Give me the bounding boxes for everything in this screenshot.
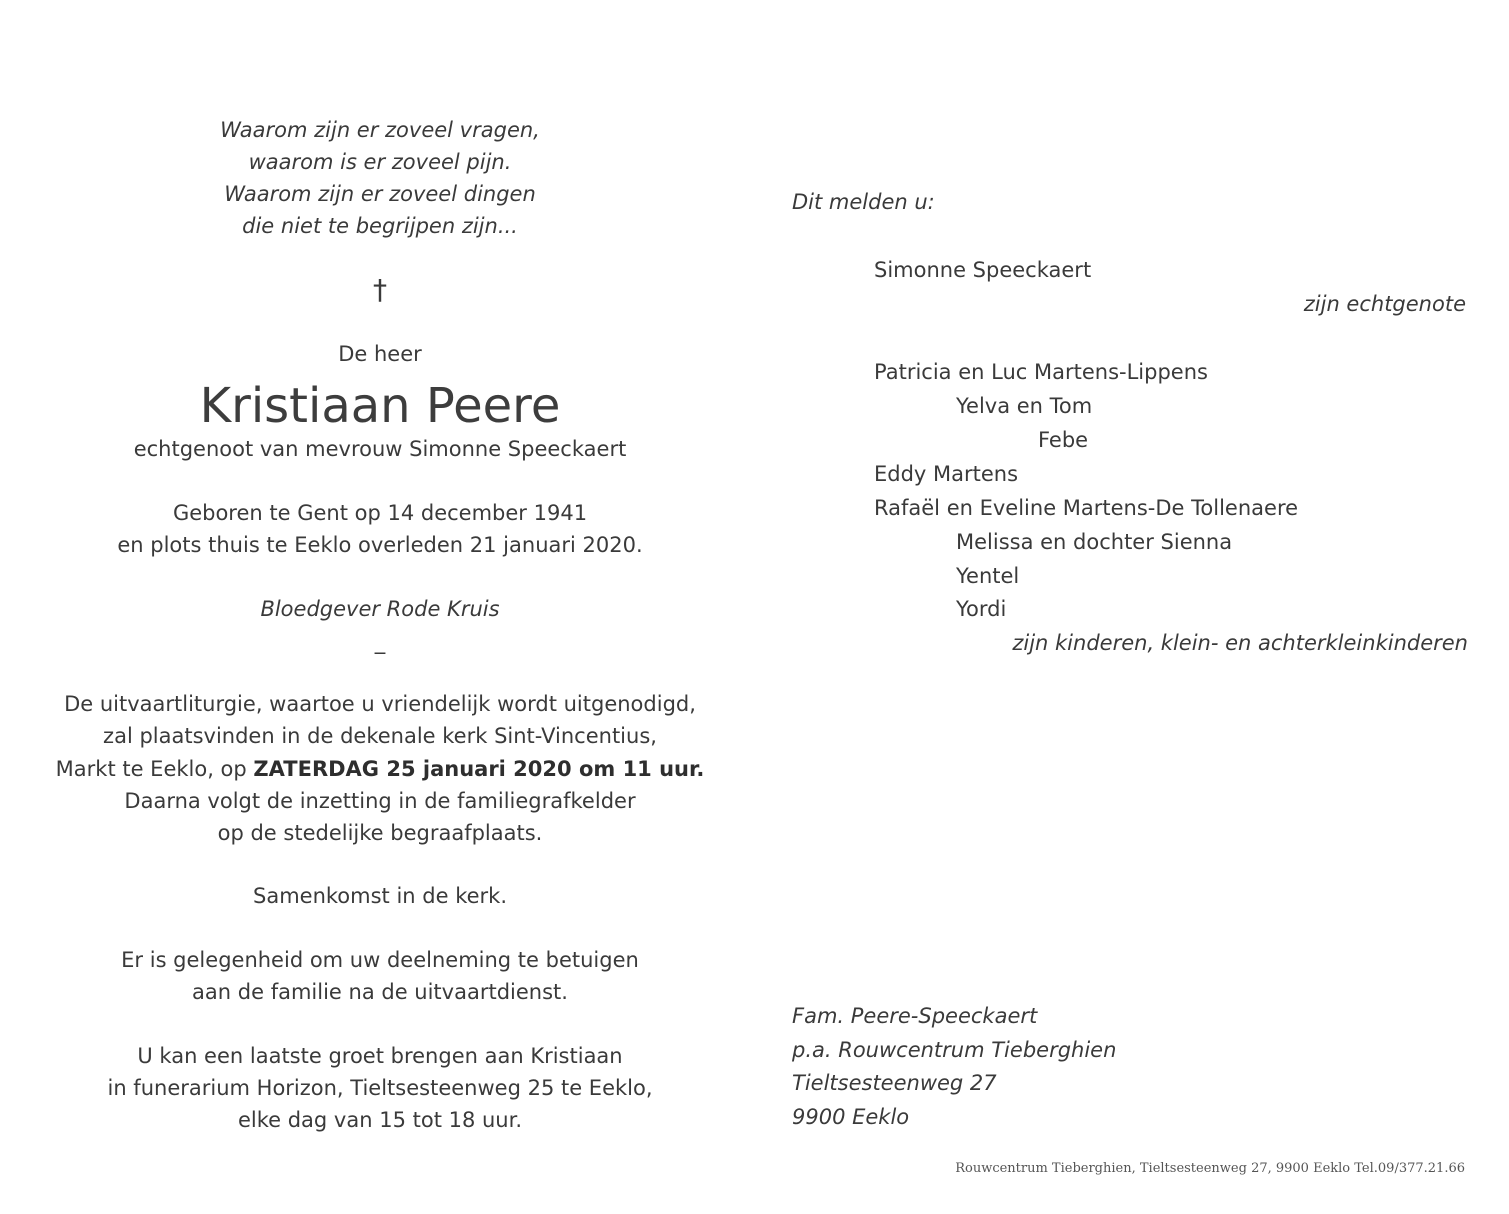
visit-line-2: in funerarium Horizon, Tieltsesteenweg 25 te Eeklo, [107,1076,653,1100]
funeral-date: ZATERDAG 25 januari 2020 om 11 uur. [253,757,705,781]
footer-funeral-home: Rouwcentrum Tieberghien, Tieltsesteenweg 27, 9900 Eeklo Tel.09/377.21.66 [955,1161,1465,1176]
address-line-4: 9900 Eeklo [792,1105,910,1129]
family-member: Yentel [956,564,1020,588]
deceased-name: Kristiaan Peere [199,378,561,434]
spouse-relation: zijn echtgenote [1303,292,1466,316]
family-member: Melissa en dochter Sienna [956,530,1233,554]
poem-line-3: Waarom zijn er zoveel dingen [224,182,536,206]
died-line: en plots thuis te Eeklo overleden 21 januari 2020. [117,533,643,557]
address-line-1: Fam. Peere-Speeckaert [792,1004,1038,1028]
funeral-line-5: op de stedelijke begraafplaats. [217,821,543,845]
honor-line: Bloedgever Rode Kruis [260,597,500,621]
spouse-line: echtgenoot van mevrouw Simonne Speeckaert [133,437,627,461]
funeral-line-2: zal plaatsvinden in de dekenale kerk Sint-Vincentius, [103,724,657,748]
born-line: Geboren te Gent op 14 december 1941 [172,501,588,525]
family-member: Yelva en Tom [956,394,1093,418]
family-member: Yordi [956,597,1007,621]
funeral-line-1: De uitvaartliturgie, waartoe u vriendelijk wordt uitgenodigd, [64,692,696,716]
gathering-line: Samenkomst in de kerk. [253,884,507,908]
visit-line-3: elke dag van 15 tot 18 uur. [237,1108,523,1132]
divider: _ [374,630,386,654]
salutation: De heer [338,342,422,366]
funeral-line-4: Daarna volgt de inzetting in de familiegrafkelder [124,789,636,813]
family-relation: zijn kinderen, klein- en achterkleinkinderen [1012,631,1468,655]
poem-line-1: Waarom zijn er zoveel vragen, [220,118,540,142]
condolence-line-2: aan de familie na de uitvaartdienst. [192,980,568,1004]
family-member: Rafaël en Eveline Martens-De Tollenaere [874,496,1299,520]
poem-line-4: die niet te begrijpen zijn... [242,214,518,238]
visit-line-1: U kan een laatste groet brengen aan Kristiaan [137,1044,623,1068]
cross-icon: † [373,273,387,306]
announce-line: Dit melden u: [792,190,935,214]
funeral-line-3-prefix: Markt te Eeklo, op [55,757,254,781]
spouse-name: Simonne Speeckaert [874,258,1092,282]
funeral-line-3 [40,755,720,783]
family-member: Eddy Martens [874,462,1019,486]
address-line-2: p.a. Rouwcentrum Tieberghien [792,1038,1117,1062]
family-member: Patricia en Luc Martens-Lippens [874,360,1208,384]
condolence-line-1: Er is gelegenheid om uw deelneming te betuigen [121,948,639,972]
poem-line-2: waarom is er zoveel pijn. [248,150,512,174]
address-line-3: Tieltsesteenweg 27 [792,1071,997,1095]
family-member: Febe [1038,428,1089,452]
